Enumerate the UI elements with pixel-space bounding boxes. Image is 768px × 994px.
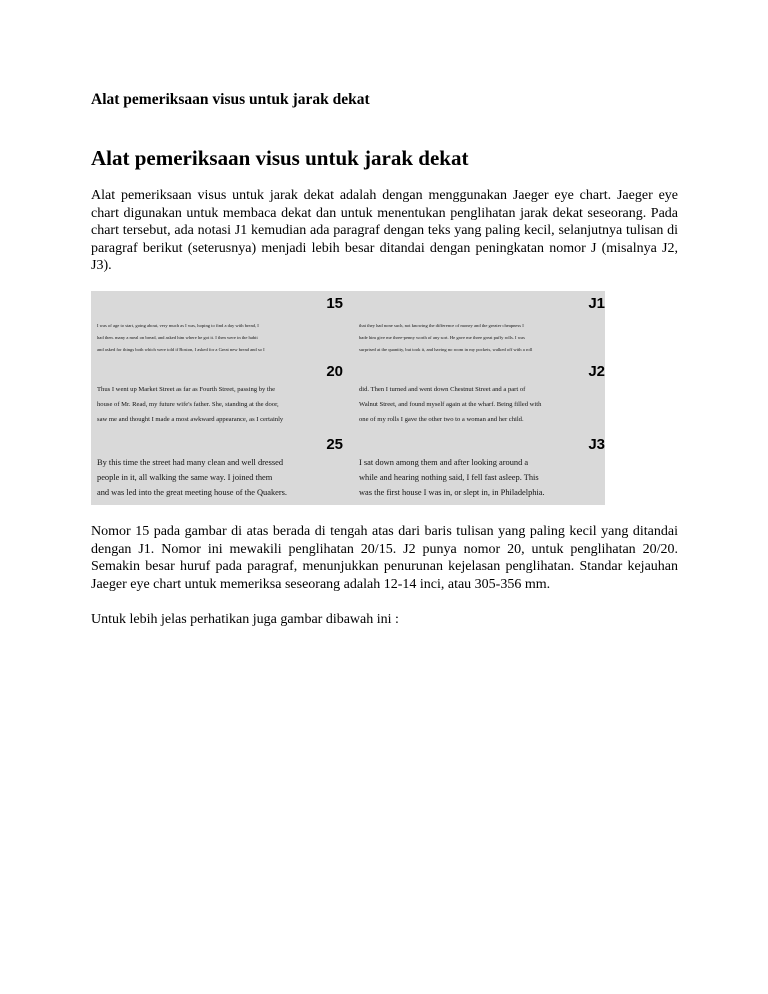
chart-line: had then. many a meal on bread, and asked him where he got it. I then were in the habit [97, 335, 258, 340]
jaeger-eye-chart-image [91, 291, 605, 505]
chart-line: people in it, all walking the same way. I joined them [97, 473, 273, 482]
chart-line: that they had none such, not knowing the difference of money and the greater cheapness I [359, 323, 524, 328]
chart-label-j3: J3 [588, 436, 605, 453]
followup-paragraph: Untuk lebih jelas perhatikan juga gambar dibawah ini : [91, 612, 399, 627]
chart-cell-j2 [359, 363, 609, 429]
intro-paragraph: Alat pemeriksaan visus untuk jarak dekat adalah dengan menggunakan Jaeger eye chart. Jaeger eye chart digunakan untuk membaca dekat dan untuk menentukan penglihatan jarak dekat seseorang. Pada chart tersebut, ada notasi J1 kemudian ada paragraf dengan teks yang paling kecil, selanjutnya tulisan di paragraf berikut (seterusnya) menjadi lebih besar ditandai dengan peningkatan nomor J (misalnya J2, J3). [91, 188, 678, 274]
chart-line: while and hearing nothing said, I fell fast asleep. This [359, 473, 539, 482]
chart-line: I sat down among them and after looking around a [359, 458, 529, 467]
chart-label-j1: J1 [588, 295, 605, 312]
chart-line: I was of age to start, going about, very much as I was, hoping to find a day with bread, I [97, 323, 259, 328]
chart-line: did. Then I turned and went down Chestnut Street and a part of [359, 386, 526, 393]
chart-line: house of Mr. Read, my future wife's father. She, standing at the door, [97, 401, 279, 408]
chart-cell-j1 [359, 295, 609, 359]
chart-number-25: 25 [326, 436, 343, 453]
chart-cell-20 [97, 363, 347, 429]
article-heading: Alat pemeriksaan visus untuk jarak dekat [91, 146, 469, 170]
explanation-paragraph: Nomor 15 pada gambar di atas berada di tengah atas dari baris tulisan yang paling kecil yang ditandai dengan J1. Nomor ini mewakili penglihatan 20/15. J2 punya nomor 20, untuk penglihatan 20/20. Semakin besar huruf pada paragraf, menunjukkan penurunan kejelasan penglihatan. Standar kejauhan Jaeger eye chart untuk memeriksa seseorang adalah 12-14 inci, atau 305-356 mm. [91, 524, 678, 592]
chart-cell-15 [97, 295, 347, 359]
chart-cell-j3 [359, 436, 609, 502]
chart-number-15: 15 [326, 295, 343, 312]
chart-cell-25 [97, 436, 347, 502]
chart-line: By this time the street had many clean and well dressed [97, 458, 284, 467]
chart-line: saw me and thought I made a most awkward appearance, as I certainly [97, 416, 284, 423]
chart-label-j2: J2 [588, 363, 605, 380]
document-title: Alat pemeriksaan visus untuk jarak dekat [91, 91, 370, 108]
chart-line: surprised at the quantity, but took it, and having no room in my pockets, walked off with a roll [359, 347, 533, 352]
chart-line: Walnut Street, and found myself again at the wharf. Being filled with [359, 401, 542, 408]
chart-line: and was led into the great meeting house of the Quakers. [97, 488, 288, 497]
chart-line: one of my rolls I gave the other two to a woman and her child. [359, 416, 524, 423]
chart-number-20: 20 [326, 363, 343, 380]
chart-line: bade him give me three-penny worth of any sort. He gave me three great puffy rolls. I was [359, 335, 525, 340]
chart-line: was the first house I was in, or slept in, in Philadelphia. [359, 488, 545, 497]
chart-line: and asked for things both which were told if Boston, I asked for a Great new bread and so I [97, 347, 265, 352]
chart-line: Thus I went up Market Street as far as Fourth Street, passing by the [97, 386, 275, 393]
